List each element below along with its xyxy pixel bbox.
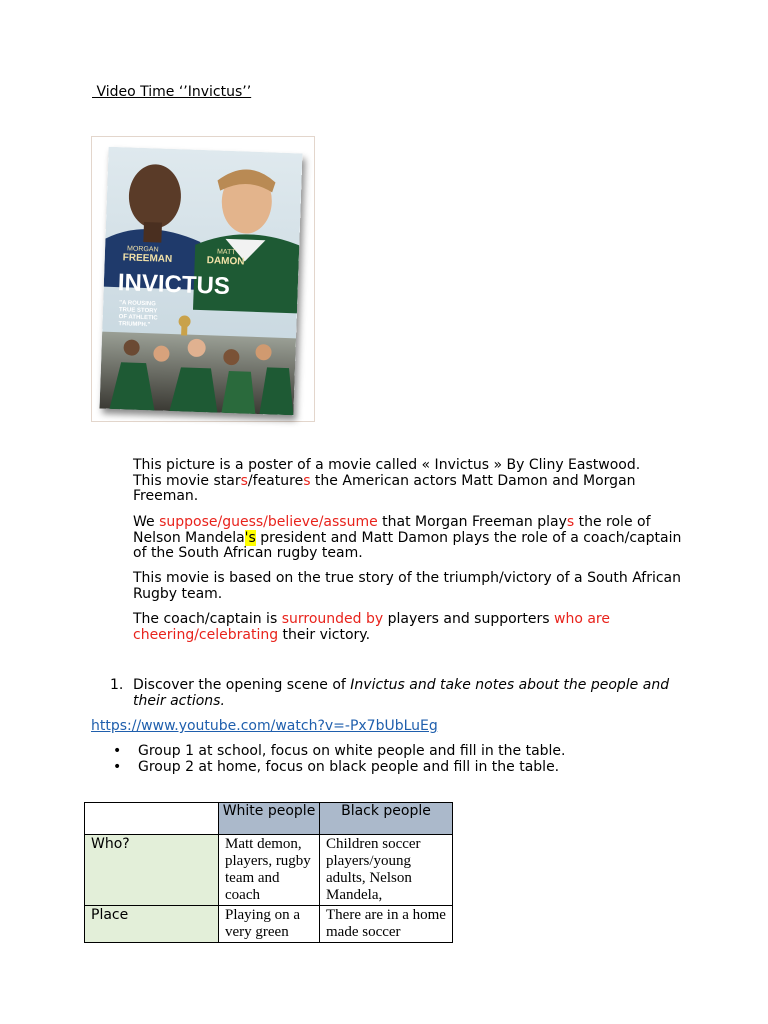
poster-actor2-first: MATT <box>216 248 236 257</box>
page-title: Video Time ‘’Invictus’’ <box>92 84 252 100</box>
poster-actor1-last: FREEMAN <box>122 252 173 265</box>
task-instruction <box>133 677 693 709</box>
cell-who-white[interactable]: Matt demon, players, rugby team and coach <box>219 835 320 906</box>
cell-who-black[interactable]: Children soccer players/young adults, Nelson Mandela, <box>320 835 453 906</box>
notes-table <box>84 802 453 943</box>
row-label-who: Who? <box>85 835 219 906</box>
invictus-poster-image <box>99 147 302 416</box>
task-text: Discover the opening scene of <box>133 677 351 693</box>
row-label-place: Place <box>85 906 219 943</box>
p1-text-3: the American actors Matt Damon and Morgan Freeman. <box>133 472 636 504</box>
p1-text-1: This movie star <box>133 472 241 489</box>
task-number: 1. <box>110 677 124 693</box>
paragraph-4 <box>133 612 693 643</box>
p1-text-2: /feature <box>247 472 304 489</box>
poster-quote-line3: OF ATHLETIC <box>118 314 158 322</box>
poster-quote-line2: TRUE STORY <box>118 307 158 315</box>
p2-red-verbs: suppose/guess/believe/assume <box>159 514 378 530</box>
p2-highlighted-possessive: 's <box>244 529 256 546</box>
table-header-white: White people <box>219 803 320 835</box>
p4-red-cheering: who are cheering/celebrating <box>133 611 610 643</box>
bullet-item <box>113 743 566 759</box>
paragraph-2 <box>133 515 693 562</box>
paragraph-3: This movie is based on the true story of the triumph/victory of a South African Rugby team. <box>133 570 682 602</box>
p4-text-3: their victory. <box>278 626 371 643</box>
paragraph-1-line-b <box>133 474 693 505</box>
cell-place-white[interactable]: Playing on a very green <box>219 906 320 943</box>
cell-place-black[interactable]: There are in a home made soccer <box>320 906 453 943</box>
bullet-icon: • <box>113 759 122 775</box>
table-header-black: Black people <box>320 803 453 835</box>
poster-quote-line1: "A ROUSING <box>119 300 156 308</box>
poster-quote-line4: TRIUMPH." <box>118 321 151 329</box>
youtube-link[interactable]: https://www.youtube.com/watch?v=-Px7bUbLuEg <box>91 718 438 734</box>
p4-red-surrounded: surrounded by <box>281 611 384 627</box>
table-header-row <box>85 803 453 835</box>
bullet-text: Group 1 at school, focus on white people and fill in the table. <box>138 743 566 759</box>
p2-text-4: president and Matt Damon plays the role of a coach/captain of the South African rugby team. <box>133 529 682 561</box>
paragraph-1-line-a: This picture is a poster of a movie called « Invictus » By Cliny Eastwood. <box>133 457 641 473</box>
p1-red-s-1: s <box>240 472 248 489</box>
poster-artwork <box>99 147 302 416</box>
poster-actor2-last: DAMON <box>206 255 245 268</box>
p4-text-2: players and supporters <box>383 611 555 627</box>
poster-movie-title: INVICTUS <box>117 269 231 301</box>
poster-actor1-first: MORGAN <box>126 245 159 254</box>
p4-text-1: The coach/captain is <box>133 611 282 627</box>
bullet-icon: • <box>113 743 122 759</box>
table-row <box>85 835 453 906</box>
table-header-empty <box>85 803 219 835</box>
bullet-item <box>113 759 566 775</box>
p2-text-2: that Morgan Freeman play <box>377 514 567 530</box>
bullet-text: Group 2 at home, focus on black people and fill in the table. <box>138 759 560 775</box>
table-row <box>85 906 453 943</box>
p2-text-3: the role of Nelson Mandela <box>133 514 651 546</box>
p2-red-s: s <box>566 514 575 530</box>
paragraph-1 <box>133 458 693 505</box>
p2-text-1: We <box>133 514 160 530</box>
task-italic-text: Invictus and take notes about the people and their actions. <box>133 677 670 709</box>
group-bullet-list <box>113 743 566 775</box>
p1-red-s-2: s <box>303 472 311 489</box>
